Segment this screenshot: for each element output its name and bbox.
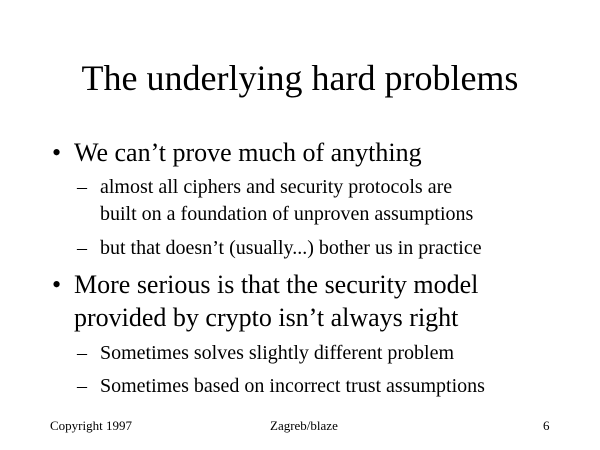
subitem-1-2-line-1: but that doesn’t (usually...) bother us in practice xyxy=(100,237,482,259)
bullet-2-line-1: More serious is that the security model xyxy=(74,270,479,299)
dash-marker: – xyxy=(77,237,87,259)
subitem-2-1-line-1: Sometimes solves slightly different problem xyxy=(100,342,455,364)
bullet-2-line-2: provided by crypto isn’t always right xyxy=(74,303,459,332)
subitem-2-2-line-1: Sometimes based on incorrect trust assumptions xyxy=(100,375,485,397)
footer-center: Zagreb/blaze xyxy=(270,418,338,433)
slide-title: The underlying hard problems xyxy=(81,58,519,98)
dash-marker: – xyxy=(77,375,87,397)
subitem-1-1-line-1: almost all ciphers and security protocols are xyxy=(100,176,453,198)
bullet-marker: • xyxy=(52,138,62,167)
dash-marker: – xyxy=(77,176,87,198)
footer-page-number: 6 xyxy=(543,418,550,433)
dash-marker: – xyxy=(77,342,87,364)
bullet-marker: • xyxy=(52,270,62,299)
footer-copyright: Copyright 1997 xyxy=(50,418,132,433)
bullet-1-text: We can’t prove much of anything xyxy=(74,138,422,167)
subitem-1-1-line-2: built on a foundation of unproven assumptions xyxy=(100,203,474,225)
